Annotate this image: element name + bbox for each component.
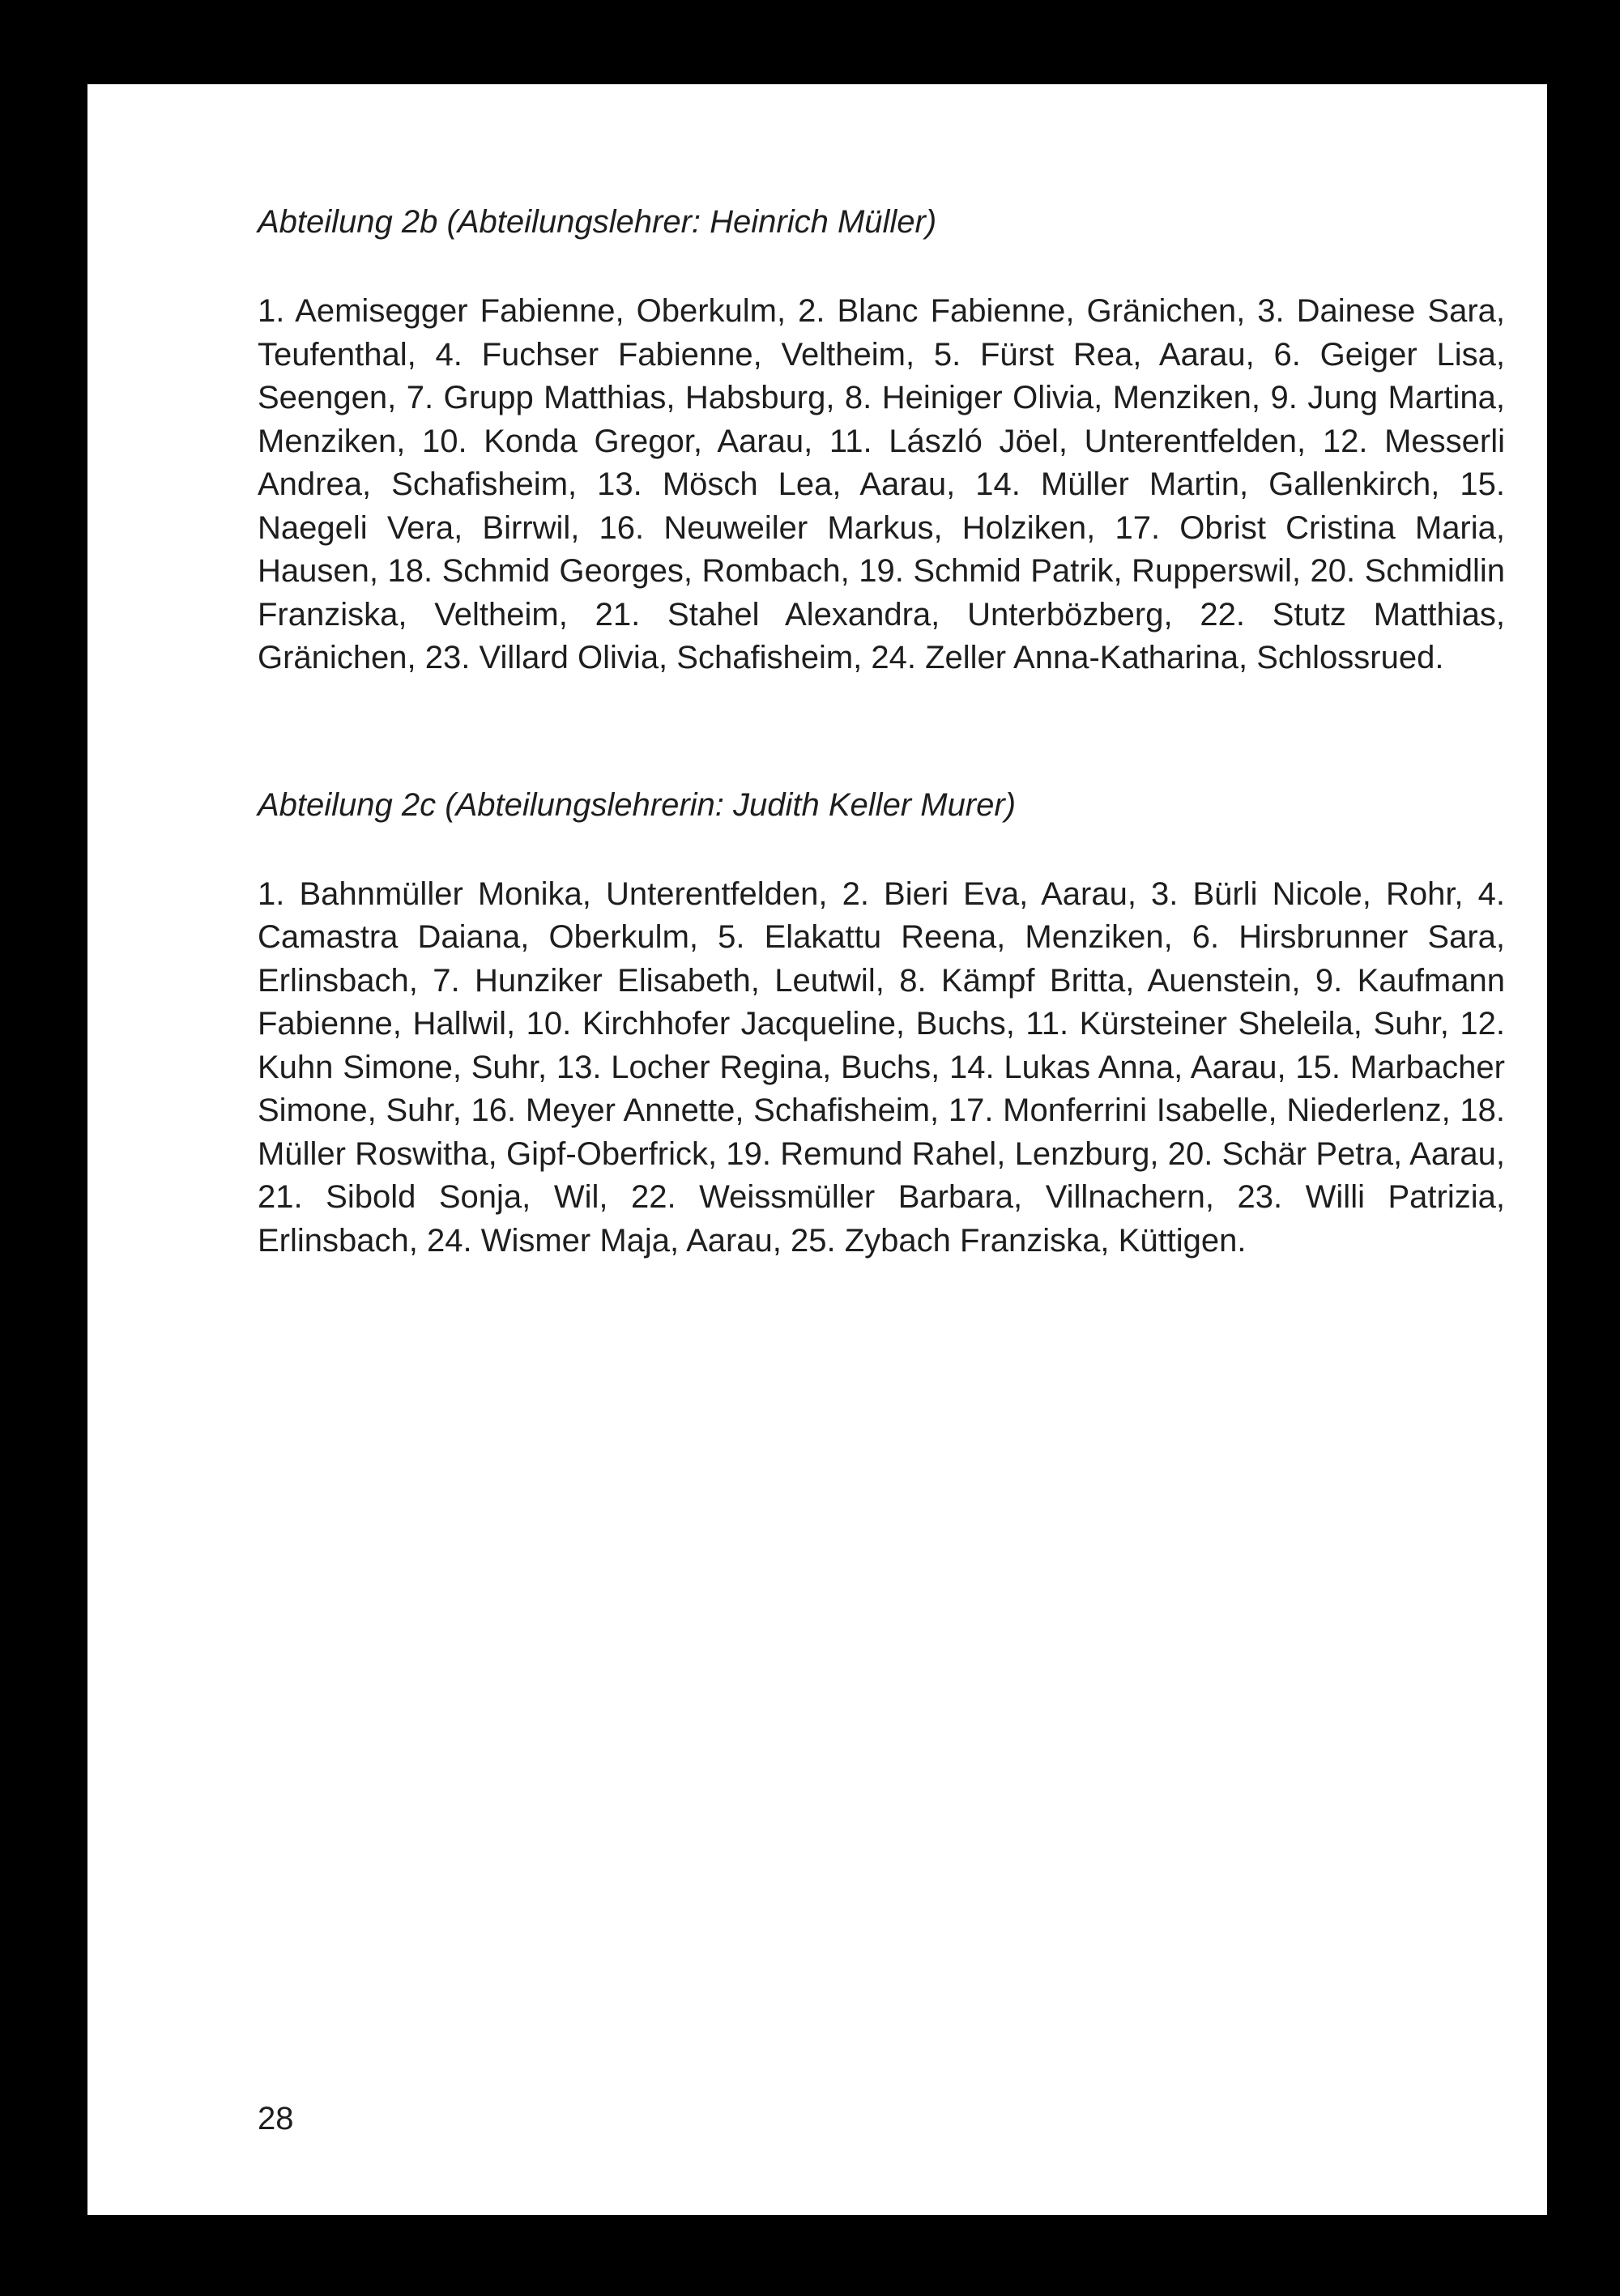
section-heading: Abteilung 2c (Abteilungslehrerin: Judith Keller Murer) — [258, 786, 1017, 823]
document-page — [87, 84, 1547, 2215]
student-roster: 1. Bahnmüller Monika, Unterentfelden, 2. Bieri Eva, Aarau, 3. Bürli Nicole, Rohr, 4. Camastra Daiana, Oberkulm, 5. Elakattu Reena, Menziken, 6. Hirsbrunner Sara, Erlinsbach, 7. Hunziker Elisabeth, Leutwil, 8. Kämpf Britta, Auenstein, 9. Kaufmann Fabienne, Hallwil, 10. Kirchhofer Jacqueline, Buchs, 11. Kürsteiner Sheleila, Suhr, 12. Kuhn Simone, Suhr, 13. Locher Regina, Buchs, 14. Lukas Anna, Aarau, 15. Marbacher Simone, Suhr, 16. Meyer Annette, Schafisheim, 17. Monferrini Isabelle, Niederlenz, 18. Müller Roswitha, Gipf-Oberfrick, 19. Remund Rahel, Lenzburg, 20. Schär Petra, Aarau, 21. Sibold Sonja, Wil, 22. Weissmüller Barbara, Villnachern, 23. Willi Patrizia, Erlinsbach, 24. Wismer Maja, Aarau, 25. Zybach Franziska, Küttigen. — [258, 875, 1505, 1259]
section-abteilung-2c — [258, 782, 1505, 1263]
page-content — [258, 199, 1505, 1263]
section-abteilung-2b — [258, 199, 1505, 680]
page-number: 28 — [258, 2101, 294, 2136]
student-roster: 1. Aemisegger Fabienne, Oberkulm, 2. Blanc Fabienne, Gränichen, 3. Dainese Sara, Teufenthal, 4. Fuchser Fabienne, Veltheim, 5. Fürst Rea, Aarau, 6. Geiger Lisa, Seengen, 7. Grupp Matthias, Habsburg, 8. Heiniger Olivia, Menziken, 9. Jung Martina, Menziken, 10. Konda Gregor, Aarau, 11. László Jöel, Unterentfelden, 12. Messerli Andrea, Schafisheim, 13. Mösch Lea, Aarau, 14. Müller Martin, Gallenkirch, 15. Naegeli Vera, Birrwil, 16. Neuweiler Markus, Holziken, 17. Obrist Cristina Maria, Hausen, 18. Schmid Georges, Rombach, 19. Schmid Patrik, Rupperswil, 20. Schmidlin Franziska, Veltheim, 21. Stahel Alexandra, Unterbözberg, 22. Stutz Matthias, Gränichen, 23. Villard Olivia, Schafisheim, 24. Zeller Anna-Katharina, Schlossrued. — [258, 293, 1505, 675]
section-heading: Abteilung 2b (Abteilungslehrer: Heinrich Müller) — [258, 204, 937, 240]
